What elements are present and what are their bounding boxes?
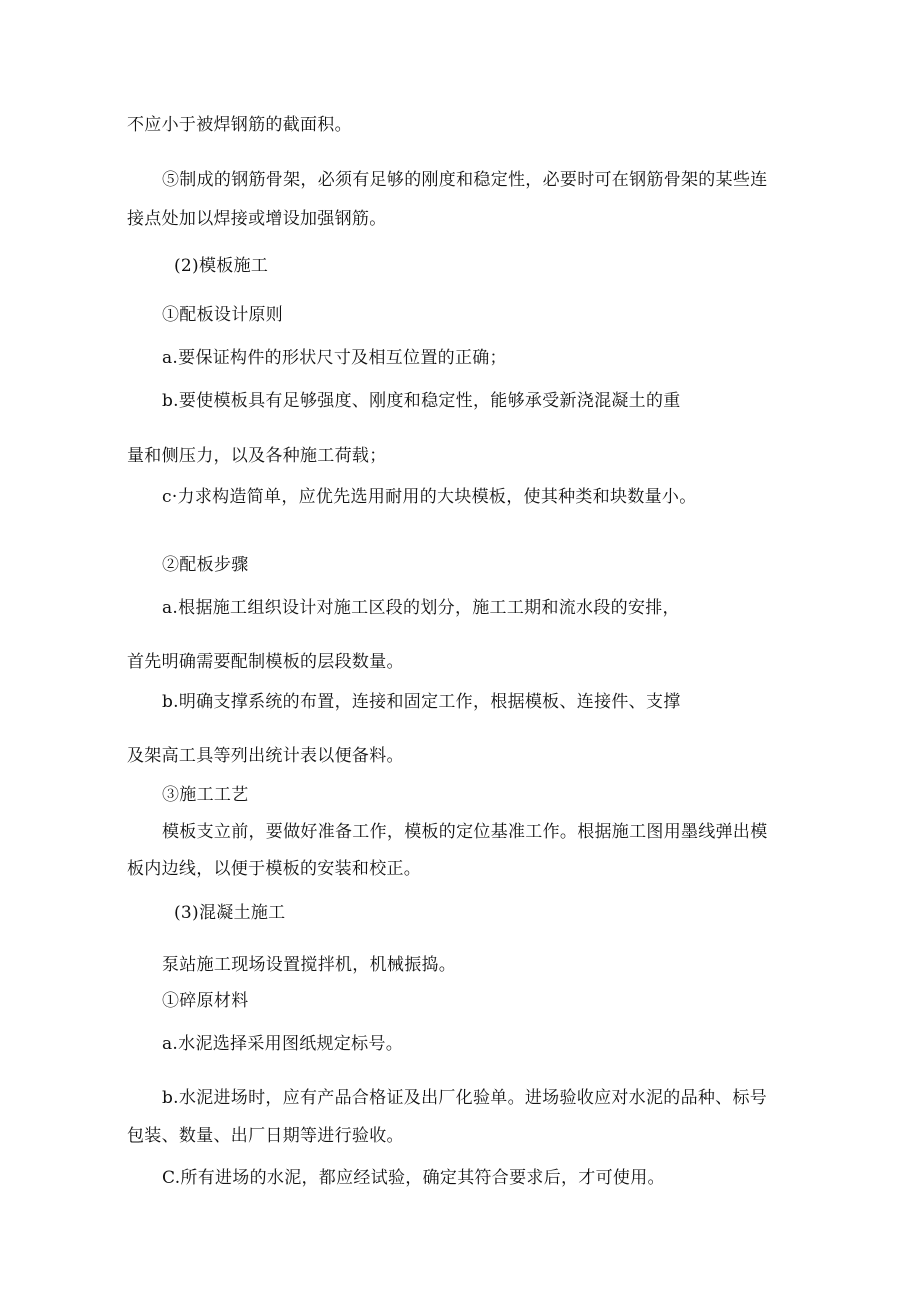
text-line-19: 泵站施工现场设置搅拌机，机械振捣。 xyxy=(162,955,457,975)
text-line-23: 包装、数量、出厂日期等进行验收。 xyxy=(127,1126,404,1146)
text-line-14: 及架高工具等列出统计表以便备料。 xyxy=(127,746,404,766)
text-line-24: C.所有进场的水泥，都应经试验，确定其符合要求后，才可使用。 xyxy=(162,1168,665,1188)
text-line-7: b.要使模板具有足够强度、刚度和稳定性，能够承受新浇混凝土的重 xyxy=(162,391,681,411)
text-line-20: ①碎原材料 xyxy=(162,991,249,1011)
text-line-9: c·力求构造简单，应优先选用耐用的大块模板，使其种类和块数量小。 xyxy=(162,487,697,507)
text-line-8: 量和侧压力，以及各种施工荷载； xyxy=(127,446,387,466)
text-line-2: ⑤制成的钢筋骨架，必须有足够的刚度和稳定性，必要时可在钢筋骨架的某些连 xyxy=(162,170,768,190)
text-line-3: 接点处加以焊接或增设加强钢筋。 xyxy=(127,209,387,229)
text-line-11: a.根据施工组织设计对施工区段的划分，施工工期和流水段的安排， xyxy=(162,598,680,618)
section-heading-concrete: (3)混凝土施工 xyxy=(174,903,286,923)
text-line-5: ①配板设计原则 xyxy=(162,305,284,325)
text-line-17: 板内边线，以便于模板的安装和校正。 xyxy=(127,859,422,879)
text-line-12: 首先明确需要配制模板的层段数量。 xyxy=(127,652,404,672)
text-line-6: a.要保证构件的形状尺寸及相互位置的正确； xyxy=(162,348,507,368)
text-line-21: a.水泥选择采用图纸规定标号。 xyxy=(162,1034,404,1054)
text-line-15: ③施工工艺 xyxy=(162,785,249,805)
text-line-10: ②配板步骤 xyxy=(162,555,249,575)
text-line-16: 模板支立前，要做好准备工作，模板的定位基准工作。根据施工图用墨线弹出模 xyxy=(162,822,768,842)
text-line-13: b.明确支撑系统的布置，连接和固定工作，根据模板、连接件、支撑 xyxy=(162,692,681,712)
text-line-22: b.水泥进场时，应有产品合格证及出厂化验单。进场验收应对水泥的品种、标号 xyxy=(162,1088,768,1108)
section-heading-formwork: (2)模板施工 xyxy=(174,256,269,276)
text-line-1: 不应小于被焊钢筋的截面积。 xyxy=(127,115,352,135)
